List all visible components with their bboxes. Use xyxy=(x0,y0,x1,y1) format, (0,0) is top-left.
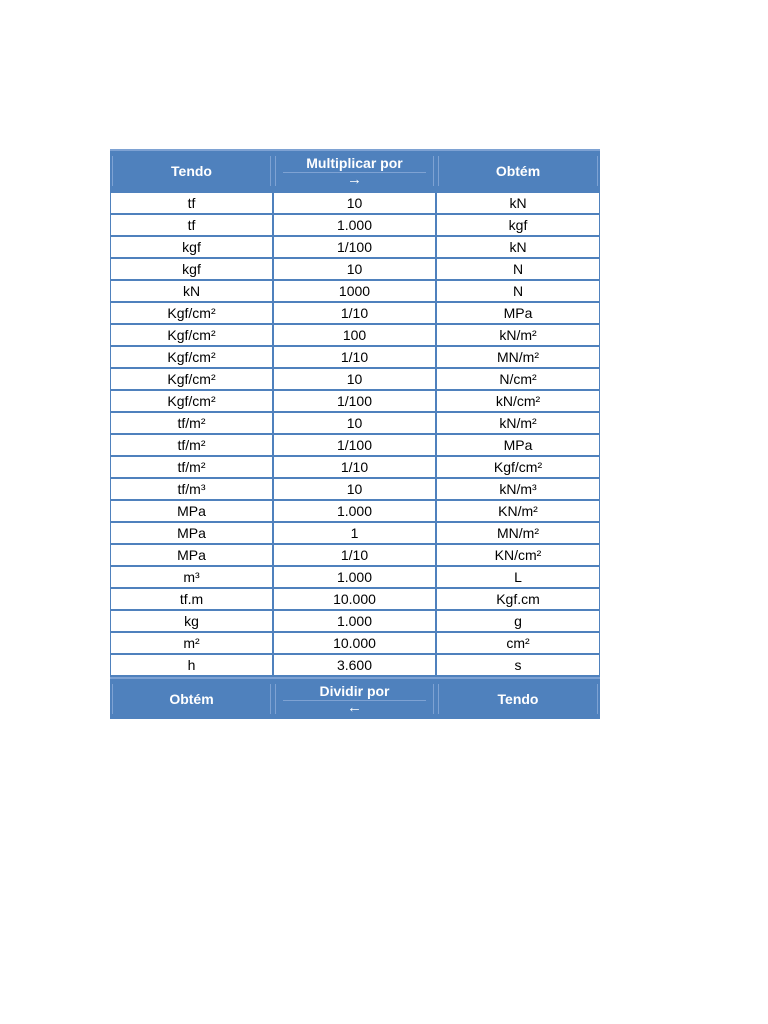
cell-tendo: kgf xyxy=(111,259,272,279)
table-rows xyxy=(111,191,599,677)
cell-tendo: tf/m² xyxy=(111,435,272,455)
footer-col3-label: Tendo xyxy=(497,691,539,707)
cell-fator: 10 xyxy=(274,193,435,213)
cell-tendo: Kgf/cm² xyxy=(111,347,272,367)
table-row xyxy=(111,633,599,653)
table-row xyxy=(111,303,599,323)
cell-obtem: kN/cm² xyxy=(437,391,599,411)
table-row xyxy=(111,193,599,213)
cell-obtem: KN/cm² xyxy=(437,545,599,565)
cell-fator: 1/10 xyxy=(274,303,435,323)
cell-fator: 1.000 xyxy=(274,611,435,631)
cell-tendo: kN xyxy=(111,281,272,301)
cell-tendo: tf xyxy=(111,193,272,213)
cell-tendo: kgf xyxy=(111,237,272,257)
cell-tendo: m² xyxy=(111,633,272,653)
cell-obtem: MPa xyxy=(437,303,599,323)
cell-fator: 1/10 xyxy=(274,545,435,565)
cell-fator: 10.000 xyxy=(274,589,435,609)
table-row xyxy=(111,457,599,477)
cell-obtem: kN/m² xyxy=(437,325,599,345)
cell-tendo: tf/m² xyxy=(111,457,272,477)
table-row xyxy=(111,567,599,587)
cell-obtem: N xyxy=(437,281,599,301)
cell-fator: 1/100 xyxy=(274,435,435,455)
table-row xyxy=(111,391,599,411)
table-row xyxy=(111,281,599,301)
cell-obtem: kgf xyxy=(437,215,599,235)
cell-obtem: Kgf.cm xyxy=(437,589,599,609)
cell-obtem: g xyxy=(437,611,599,631)
cell-obtem: MPa xyxy=(437,435,599,455)
cell-tendo: tf xyxy=(111,215,272,235)
cell-tendo: Kgf/cm² xyxy=(111,369,272,389)
cell-tendo: MPa xyxy=(111,523,272,543)
cell-obtem: Kgf/cm² xyxy=(437,457,599,477)
cell-tendo: Kgf/cm² xyxy=(111,325,272,345)
table-header xyxy=(110,149,600,191)
cell-obtem: kN xyxy=(437,193,599,213)
cell-fator: 1.000 xyxy=(274,567,435,587)
cell-tendo: tf.m xyxy=(111,589,272,609)
cell-fator: 10.000 xyxy=(274,633,435,653)
table-row xyxy=(111,589,599,609)
table-row xyxy=(111,237,599,257)
cell-fator: 1 xyxy=(274,523,435,543)
cell-tendo: tf/m² xyxy=(111,413,272,433)
table-footer xyxy=(110,677,600,719)
cell-tendo: Kgf/cm² xyxy=(111,303,272,323)
cell-obtem: s xyxy=(437,655,599,675)
cell-obtem: MN/m² xyxy=(437,523,599,543)
footer-col1-label: Obtém xyxy=(169,691,214,707)
table-row xyxy=(111,545,599,565)
cell-obtem: KN/m² xyxy=(437,501,599,521)
table-row xyxy=(111,369,599,389)
cell-fator: 1.000 xyxy=(274,501,435,521)
cell-obtem: L xyxy=(437,567,599,587)
cell-obtem: kN/m³ xyxy=(437,479,599,499)
conversion-table xyxy=(110,149,600,719)
cell-fator: 1/10 xyxy=(274,347,435,367)
table-body xyxy=(110,191,600,677)
cell-fator: 10 xyxy=(274,259,435,279)
footer-obtem xyxy=(110,679,273,719)
header-tendo xyxy=(110,151,273,191)
cell-fator: 100 xyxy=(274,325,435,345)
cell-obtem: kN xyxy=(437,237,599,257)
table-row xyxy=(111,413,599,433)
cell-tendo: h xyxy=(111,655,272,675)
cell-fator: 1.000 xyxy=(274,215,435,235)
table-row xyxy=(111,259,599,279)
cell-tendo: tf/m³ xyxy=(111,479,272,499)
table-row xyxy=(111,215,599,235)
footer-tendo xyxy=(436,679,600,719)
table-row xyxy=(111,347,599,367)
table-row xyxy=(111,435,599,455)
footer-dividir xyxy=(273,679,436,719)
cell-tendo: Kgf/cm² xyxy=(111,391,272,411)
cell-fator: 3.600 xyxy=(274,655,435,675)
header-col1-label: Tendo xyxy=(171,163,212,179)
table-row xyxy=(111,523,599,543)
cell-fator: 10 xyxy=(274,479,435,499)
cell-tendo: kg xyxy=(111,611,272,631)
header-obtem xyxy=(436,151,600,191)
cell-fator: 1/10 xyxy=(274,457,435,477)
cell-fator: 1000 xyxy=(274,281,435,301)
arrow-right-icon: → xyxy=(347,171,362,188)
table-row xyxy=(111,479,599,499)
cell-fator: 1/100 xyxy=(274,391,435,411)
table-row xyxy=(111,501,599,521)
footer-col2-label: Dividir por xyxy=(319,683,390,699)
cell-fator: 10 xyxy=(274,369,435,389)
cell-fator: 1/100 xyxy=(274,237,435,257)
header-col3-label: Obtém xyxy=(495,163,541,179)
cell-tendo: MPa xyxy=(111,501,272,521)
table-row xyxy=(111,655,599,675)
cell-obtem: N xyxy=(437,259,599,279)
cell-fator: 10 xyxy=(274,413,435,433)
cell-obtem: MN/m² xyxy=(437,347,599,367)
cell-tendo: m³ xyxy=(111,567,272,587)
header-col2-label: Multiplicar por xyxy=(306,155,403,171)
cell-tendo: MPa xyxy=(111,545,272,565)
cell-obtem: N/cm² xyxy=(437,369,599,389)
table-row xyxy=(111,611,599,631)
cell-obtem: kN/m² xyxy=(437,413,599,433)
arrow-left-icon: ← xyxy=(347,699,362,716)
cell-obtem: cm² xyxy=(437,633,599,653)
table-row xyxy=(111,325,599,345)
header-multiplicar xyxy=(273,151,436,191)
